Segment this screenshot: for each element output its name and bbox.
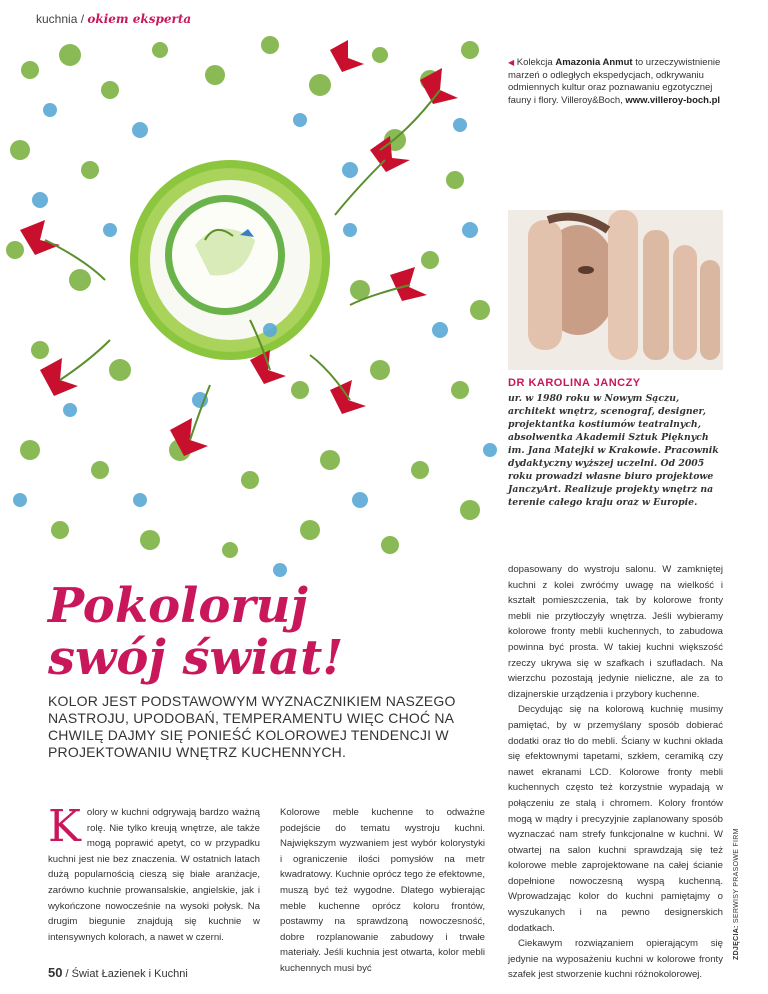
caption-brand: Amazonia Anmut — [555, 57, 633, 68]
photo-credit-label: ZDJĘCIA: — [733, 925, 740, 960]
plates-flowers-illustration — [0, 30, 505, 590]
photo-credit — [733, 828, 740, 960]
drop-cap: K — [48, 801, 81, 852]
column-1-text: olory w kuchni odgrywają bardzo ważną rolę. Nie tylko kreują wnętrze, ale także mogą poprawić apetyt, co w przypadku kuchni jest nie bez znaczenia. W ostatnich latach dużą popularnością cieszą się białe aranżacje, zarówno kuchnie prowansalskie, angielskie, jak i wykończone nowocześnie na wysoki połysk. Na drugim biegunie znajdują się kuchnie w intensywnych kolorach, a nawet w czerni. — [48, 807, 260, 943]
caption-url-link[interactable]: www.villeroy-boch.pl — [625, 94, 721, 106]
section-label: kuchnia / — [36, 12, 85, 26]
title-line-2: swój świat! — [48, 630, 344, 686]
page-number: 50 — [48, 965, 63, 980]
expert-name: DR KAROLINA JANCZY — [508, 377, 641, 389]
column-3-paragraph-2: Decydując się na kolorową kuchnię musimy pamiętać, by w przemyślany sposób dobierać dodatki oraz tło do mebli. Ściany w kuchni okłada się efektownymi tapetami, szkłem, ceramiką czy nawet ekranami LCD. Kolorowe fronty mebli kuchennych często też korzystnie wypadają w połączeniu ze stalą i chromem. Kolory frontów mogą w mądry i precyzyjnie zaplanowany sposób wyznaczać nam strefy funkcjonalne w kuchni. W otwartej na salon kuchni sprawdzają się też kolorowe meble zaprojektowane na całej ścianie dopełnione nowoczesną wyspą kuchenną. Wprowadzając kolor do kuchni pamiętajmy o wyszukanych i na pewno designerskich dodatkach. — [508, 704, 723, 934]
subsection-label: okiem eksperta — [87, 12, 192, 26]
product-caption — [508, 57, 723, 107]
caption-arrow-icon: ◀ — [508, 58, 515, 67]
plate-stack-illustration — [130, 160, 330, 360]
column-3-paragraph-1: dopasowany do wystroju salonu. W zamkniętej kuchni z kolei zwróćmy uwagę na wielkość i kształt pomieszczenia, tak by kolorowe fronty mebli nie przytłoczyły wnętrza. Jeśli wybieramy kolorowe fronty mebli kuchennych, to zabudowa powinna być prosta. W takiej kuchni większość rzeczy ukrywa się w szafkach i szufladach. Na wierzchu pozostają jedynie nieliczne, ale za to dizajnerskie urządzenia i przybory kuchenne. — [508, 564, 723, 700]
body-column-3 — [508, 562, 723, 983]
photo-credit-text: SERWISY PRASOWE FIRM — [733, 828, 740, 926]
section-header — [36, 12, 191, 26]
column-3-paragraph-3: Ciekawym rozwiązaniem opierającym się jedynie na wyposażeniu kuchni w kolorowe fronty szafek jest stworzenie kuchni różnokolorowej. — [508, 938, 723, 981]
expert-photo — [508, 210, 723, 370]
body-column-2 — [280, 805, 485, 977]
expert-bio: ur. w 1980 roku w Nowym Sączu, architekt wnętrz, scenograf, designer, projektantka kostiumów teatralnych, absolwentka Akademii Sztuk Pięknych im. Jana Matejki w Krakowie. Pracownik dydaktyczny wyższej uczelni. Od 2005 roku prowadzi własne biuro projektowe JanczyArt. Realizuje projekty wnętrz na terenie całego kraju oraz w Europie. — [508, 393, 719, 508]
body-column-1 — [48, 801, 260, 945]
title-line-1: Pokoloruj — [48, 578, 308, 634]
caption-text: Kolekcja — [516, 57, 556, 68]
article-lead: KOLOR JEST PODSTAWOWYM WYZNACZNIKIEM NASZEGO NASTROJU, UPODOBAŃ, TEMPERAMENTU WIĘC CHOĆ NA CHWILĘ DAJMY SIĘ PONIEŚĆ KOLOROWEJ TENDENCJI W PROJEKTOWANIU WNĘTRZ KUCHENNYCH. — [48, 693, 456, 760]
article-title — [48, 580, 478, 684]
column-2-text: Kolorowe meble kuchenne to odważne podejście do tematu wystroju kuchni. Największym wyzwaniem jest wybór kolorystyki i ograniczenie ilości pomysłów na metr kwadratowy. Kuchnie oprócz tego że efektowne, muszą być też wygodne. Dlatego wybierając meble kuchenne oprócz koloru frontów, postawmy na sprawdzoną nowoczesność, dobre rozplanowanie zabudowy i trwałe materiały. Jeśli kuchnia jest otwarta, kolor mebli kuchennych musi być — [280, 807, 485, 974]
magazine-name: / Świat Łazienek i Kuchni — [65, 968, 188, 980]
page-footer — [48, 965, 188, 980]
caption-text-after: to urzeczywistnienie marzeń o odległych ekspedycjach, odkrywaniu odmiennych kultur oraz poznawaniu egzotycznej fauny i flory. Villeroy&Boch, — [508, 57, 721, 106]
